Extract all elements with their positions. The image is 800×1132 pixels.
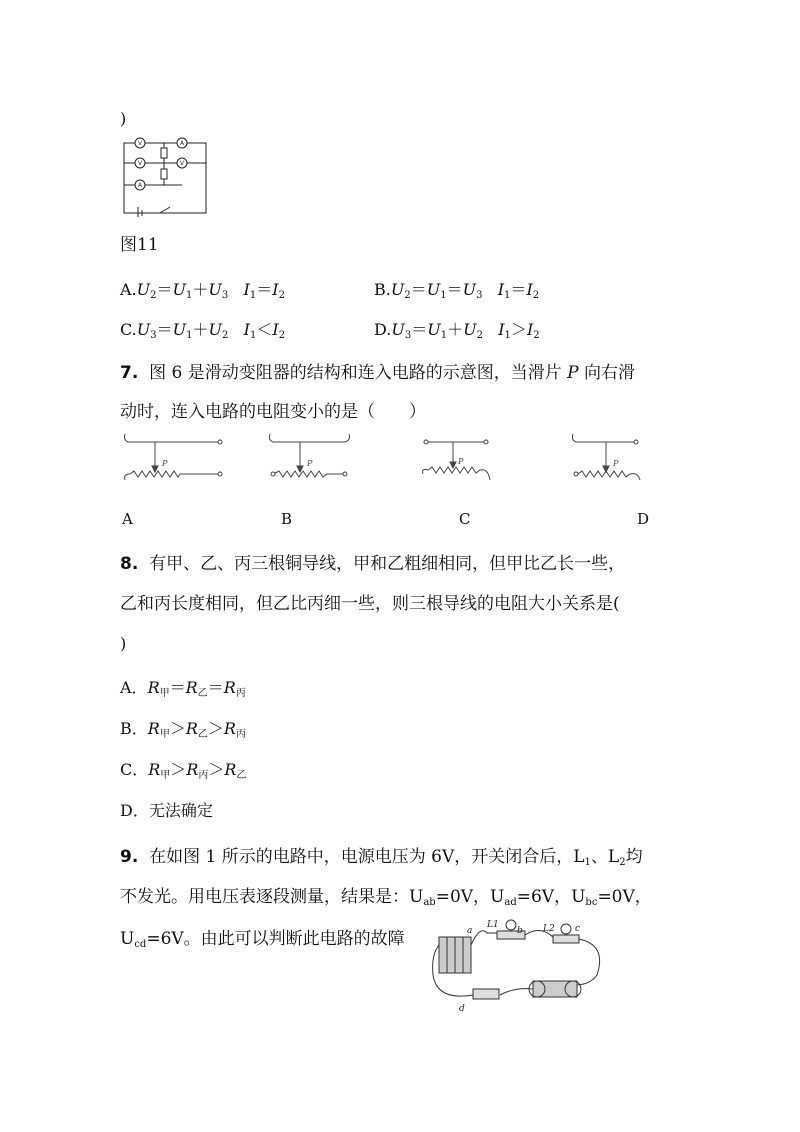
svg-text:P: P xyxy=(458,457,464,466)
rheostat-label-a: A xyxy=(122,510,133,528)
rheostat-label-c: C xyxy=(459,510,471,528)
q8-option-a: A．$R_甲=R_乙=R_丙$ xyxy=(120,678,246,699)
q6-paren: ) xyxy=(120,109,127,128)
q9-line1: 9. 在如图 1 所示的电路中，电源电压为 6V，开关闭合后，$L_1$、$L_2$均 xyxy=(120,847,643,868)
q8-option-d: D．无法确定 xyxy=(120,801,213,820)
rheostat-a xyxy=(120,432,230,492)
rheostat-c xyxy=(418,432,528,492)
q7-line2: 动时，连入电路的电阻变小的是（ ） xyxy=(120,402,426,422)
svg-text:P: P xyxy=(613,459,619,468)
circuit-figure-1 xyxy=(425,915,610,1015)
svg-text:c: c xyxy=(575,924,581,934)
q6-option-a: $A.U_2=U_1+U_3$ $I_1=I_2$ xyxy=(120,280,285,301)
q8-option-c: C．$R_甲>R_丙>R_乙$ xyxy=(120,760,247,781)
rheostat-label-b: B xyxy=(281,510,293,528)
svg-text:L2: L2 xyxy=(543,924,555,934)
q9-line3: $U_{cd}=6V$。由此可以判断此电路的故障 xyxy=(120,929,405,950)
svg-text:L1: L1 xyxy=(487,920,499,930)
q6-option-c: $C.U_3=U_1+U_2$ $I_1<I_2$ xyxy=(120,320,286,341)
svg-text:P: P xyxy=(162,459,168,468)
circuit-figure-11 xyxy=(120,135,212,217)
svg-text:d: d xyxy=(459,1004,465,1014)
svg-text:a: a xyxy=(467,926,473,936)
svg-text:A: A xyxy=(137,182,143,189)
figure-11-label: 图11 xyxy=(120,235,159,255)
q9-line2: 不发光。用电压表逐段测量，结果是：$U_{ab}=0V$，$U_{ad}=6V$，$U_{bc}=0V$， xyxy=(120,887,652,908)
q7-line1: 7. 图 6 是滑动变阻器的结构和连入电路的示意图，当滑片 P 向右滑 xyxy=(120,363,635,383)
svg-text:V: V xyxy=(179,160,185,167)
q8-line3: ) xyxy=(120,634,127,653)
svg-text:V: V xyxy=(137,140,143,147)
svg-text:P: P xyxy=(307,459,313,468)
svg-text:A: A xyxy=(179,140,185,147)
rheostat-b xyxy=(265,432,375,492)
q8-option-b: B．$R_甲>R_乙>R_丙$ xyxy=(120,719,246,740)
q6-option-b: $B.U_2=U_1=U_3$ $I_1=I_2$ xyxy=(374,280,540,301)
svg-text:b: b xyxy=(517,926,523,936)
q8-line2: 乙和丙长度相同，但乙比丙细一些，则三根导线的电阻大小关系是( xyxy=(120,594,620,614)
rheostat-d xyxy=(568,432,678,492)
q6-option-d: $D.U_3=U_1+U_2$ $I_1>I_2$ xyxy=(374,320,540,341)
rheostat-label-d: D xyxy=(637,510,650,528)
q8-line1: 8. 有甲、乙、丙三根铜导线，甲和乙粗细相同，但甲比乙长一些， xyxy=(120,554,626,574)
svg-text:V: V xyxy=(137,160,143,167)
